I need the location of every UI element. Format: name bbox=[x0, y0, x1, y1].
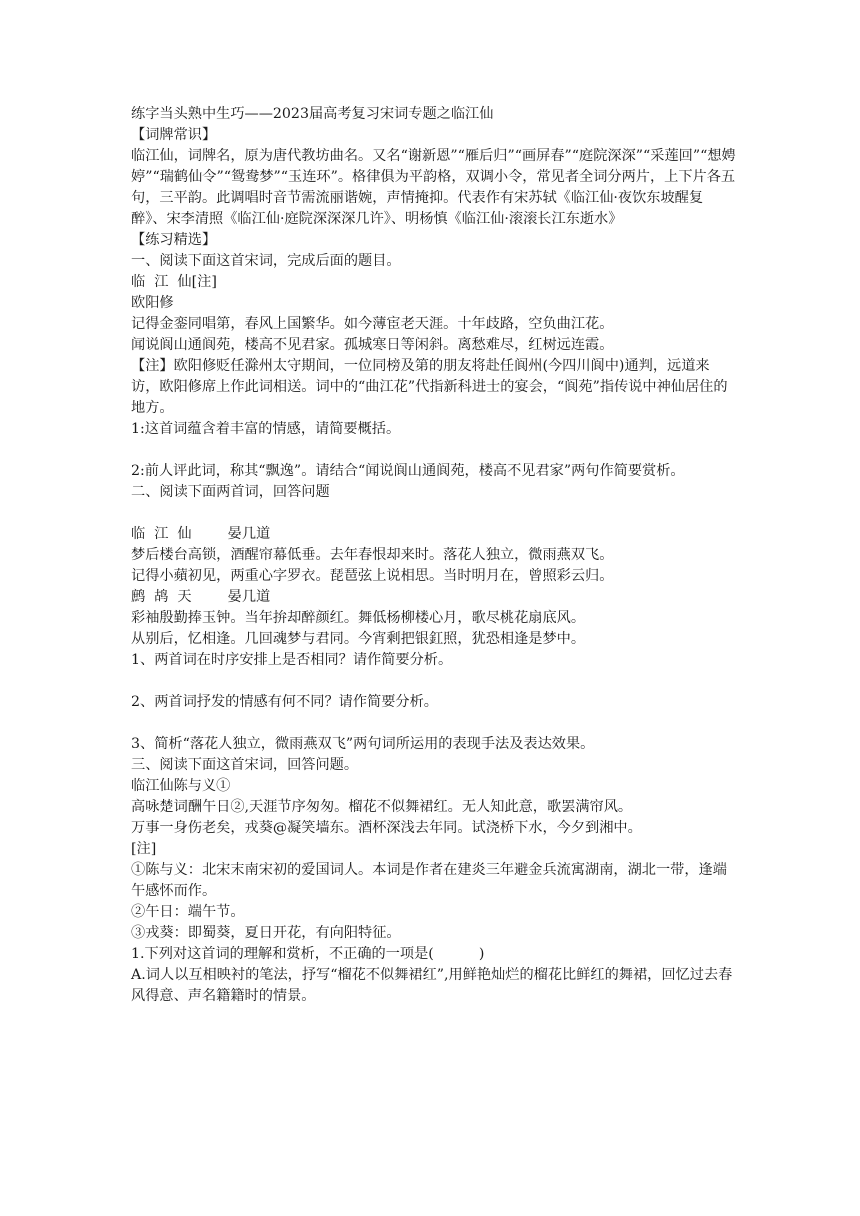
part2-question-1: 1、两首词在时序安排上是否相同？请作简要分析。 bbox=[131, 652, 453, 668]
part2-poem-b-line: 从别后，忆相逢。几回魂梦与君同。今宵剩把银釭照，犹恐相逢是梦中。 bbox=[131, 631, 586, 647]
answer-space bbox=[131, 440, 736, 461]
part1-note: 【注】欧阳修贬任滁州太守期间，一位同榜及第的朋友将赴任阆州(今四川阆中)通判，远道来访，欧阳修席上作此词相送。词中的“曲江花”代指新科进士的宴会，“阆苑”指传说中神仙居住的地方。 bbox=[131, 358, 728, 416]
part2-question-3: 3、简析“落花人独立，微雨燕双飞”两句词所运用的表现手法及表达效果。 bbox=[131, 736, 595, 752]
part3-option-a: A.词人以互相映衬的笔法，抒写“榴花不似舞裙红”,用鲜艳灿烂的榴花比鲜红的舞裙，回忆过去春风得意、声名籍籍时的情景。 bbox=[131, 967, 733, 1004]
part1-poem-line: 记得金銮同唱第，春风上国繁华。如今薄宦老天涯。十年歧路，空负曲江花。 bbox=[131, 316, 614, 332]
part3-poem-line: 万事一身伤老矣，戎葵@凝笑墙东。酒杯深浅去年同。试浇桥下水，今夕到湘中。 bbox=[131, 820, 642, 836]
part2-poem-b-title: 鹧 鸪 天 晏几道 bbox=[131, 589, 271, 605]
part2-poem-a-title: 临 江 仙 晏几道 bbox=[131, 526, 271, 542]
part1-poem-line: 闻说阆山通阆苑，楼高不见君家。孤城寒日等闲斜。离愁难尽，红树远连霞。 bbox=[131, 337, 614, 353]
part1-author: 欧阳修 bbox=[131, 295, 174, 311]
part2-poem-a-line: 记得小蘋初见，两重心字罗衣。琵琶弦上说相思。当时明月在，曾照彩云归。 bbox=[131, 568, 614, 584]
part3-poem-line: 高咏楚词酬午日②,天涯节序匆匆。榴花不似舞裙红。无人知此意，歌罢满帘风。 bbox=[131, 799, 633, 815]
part1-question-1: 1:这首词蕴含着丰富的情感，请简要概括。 bbox=[131, 421, 401, 437]
part1-question-2: 2:前人评此词，称其“飘逸”。请结合“闻说阆山通阆苑，楼高不见君家”两句作简要赏析。 bbox=[131, 463, 685, 479]
part2-question-2: 2、两首词抒发的情感有何不同？请作简要分析。 bbox=[131, 694, 438, 710]
part2-intro: 二、阅读下面两首词，回答问题 bbox=[131, 484, 330, 500]
cipai-paragraph: 临江仙，词牌名，原为唐代教坊曲名。又名“谢新恩”“雁后归”“画屏春”“庭院深深”“采莲回”“想娉婷”“瑞鹤仙令”“鸳鸯梦”“玉连环”。格律俱为平韵格，双调小令，常见者全词分两片，上下片各五句，三平韵。此调唱时音节需流丽谐婉，声情掩抑。代表作有宋苏轼《临江仙·夜饮东坡醒复醉》、宋李清照《临江仙·庭院深深深几许》、明杨慎《临江仙·滚滚长江东逝水》 bbox=[131, 148, 736, 227]
part3-question-1: 1.下列对这首词的理解和赏析，不正确的一项是( ) bbox=[131, 946, 485, 962]
part3-intro: 三、阅读下面这首宋词，回答问题。 bbox=[131, 757, 359, 773]
document-title: 练字当头熟中生巧——2023届高考复习宋词专题之临江仙 bbox=[131, 106, 494, 122]
part2-poem-b-line: 彩袖殷勤捧玉钟。当年拚却醉颜红。舞低杨柳楼心月，歌尽桃花扇底风。 bbox=[131, 610, 586, 626]
part3-note-2: ②午日：端午节。 bbox=[131, 904, 245, 920]
document-body bbox=[131, 104, 736, 1007]
blank-line bbox=[131, 503, 736, 524]
part1-poem-title: 临 江 仙[注] bbox=[131, 274, 217, 290]
part3-note-3: ③戎葵：即蜀葵，夏日开花，有向阳特征。 bbox=[131, 925, 401, 941]
part3-note-1: ①陈与义：北宋末南宋初的爱国词人。本词是作者在建炎三年避金兵流寓湖南，湖北一带，逢端午感怀而作。 bbox=[131, 862, 727, 899]
part1-intro: 一、阅读下面这首宋词，完成后面的题目。 bbox=[131, 253, 401, 269]
section-heading-cipai: 【词牌常识】 bbox=[131, 127, 217, 143]
answer-space bbox=[131, 671, 736, 692]
part3-note-label: [注] bbox=[131, 841, 157, 857]
part2-poem-a-line: 梦后楼台高锁，酒醒帘幕低垂。去年春恨却来时。落花人独立，微雨燕双飞。 bbox=[131, 547, 614, 563]
part3-poem-title: 临江仙陈与义① bbox=[131, 778, 231, 794]
answer-space bbox=[131, 713, 736, 734]
section-heading-practice: 【练习精选】 bbox=[131, 232, 217, 248]
